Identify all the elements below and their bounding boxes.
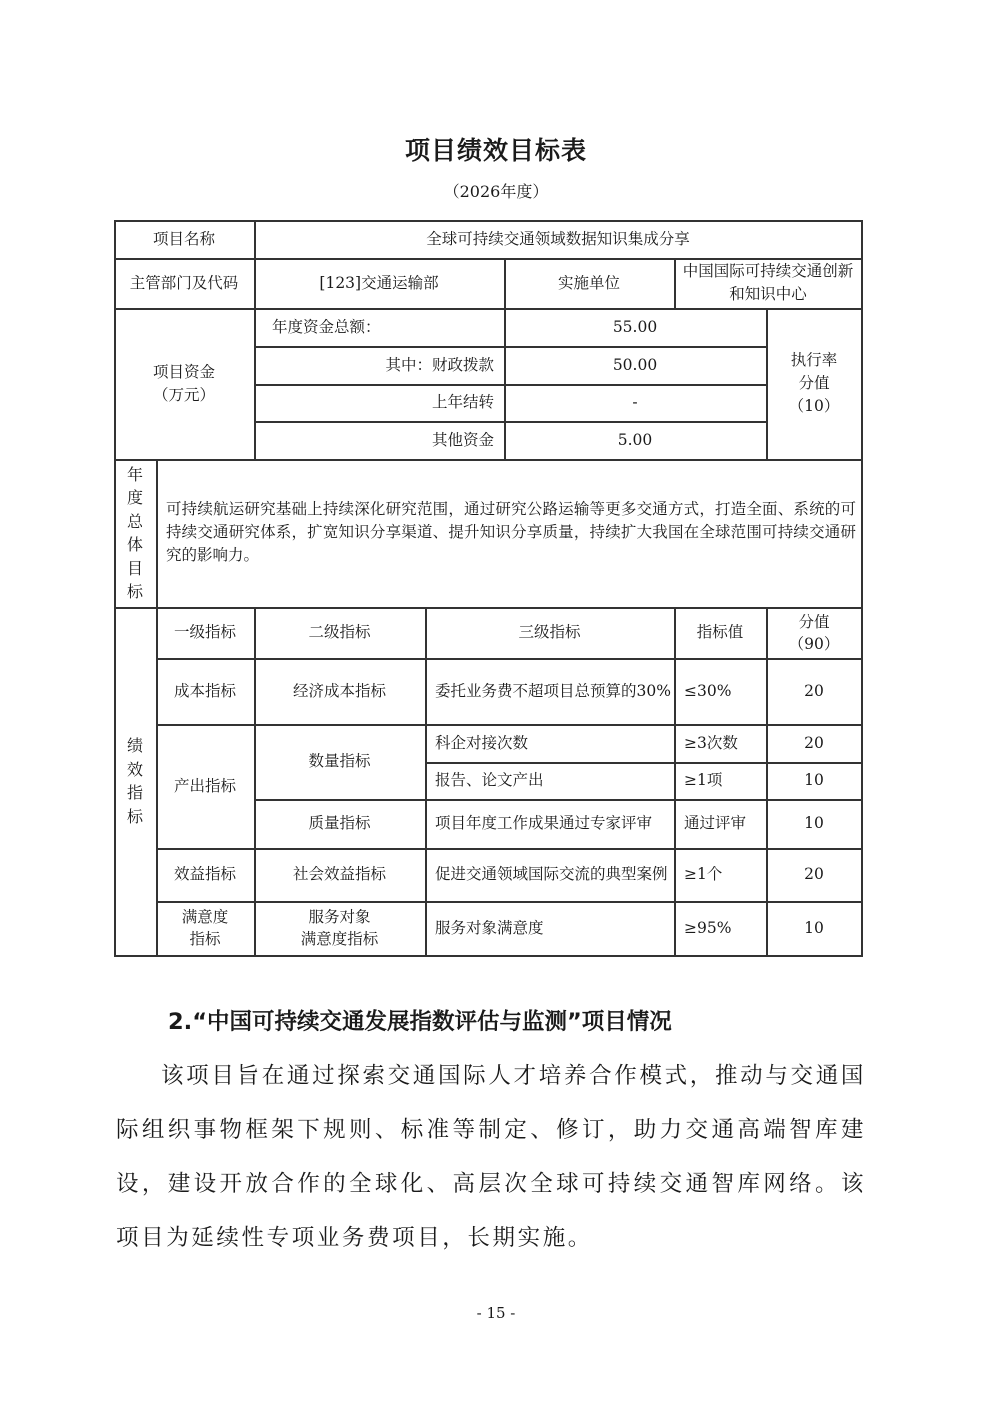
dept-value: [123]交通运输部 [319, 273, 439, 292]
score-cell: 20 [804, 733, 824, 752]
score-cell: 10 [804, 814, 824, 832]
l3-cell: 委托业务费不超项目总预算的30% [435, 681, 671, 700]
value-cell: ≤30% [684, 681, 732, 700]
section-heading: 2.“中国可持续交通发展指数评估与监测”项目情况 [168, 1009, 672, 1035]
l2-cell: 质量指标 [308, 814, 371, 832]
section-paragraph: 该项目旨在通过探索交通国际人才培养合作模式，推动与交通国际组织事物框架下规则、标准等制定、修订，助力交通高端智库建设，建设开放合作的全球化、高层次全球可持续交通智库网络。该项目为延续性专项业务费项目，长期实施。 [116, 1063, 866, 1251]
project-name-value: 全球可持续交通领域数据知识集成分享 [426, 229, 690, 248]
l1-cell: 成本指标 [173, 681, 236, 700]
fund-value-fiscal: 50.00 [612, 355, 658, 374]
funds-label: 项目资金 （万元） [152, 362, 215, 404]
l2-cell: 数量指标 [308, 752, 371, 770]
perf-label: 绩效指标 [126, 736, 143, 826]
fund-label-carryover: 上年结转 [431, 393, 494, 411]
exec-rate-label: 执行率 分值 （10） [788, 351, 840, 415]
header-l2: 二级指标 [308, 623, 371, 641]
page-subtitle: （2026年度） [443, 182, 549, 201]
l3-cell: 促进交通领域国际交流的典型案例 [435, 865, 668, 883]
fund-label-total: 年度资金总额： [272, 317, 381, 336]
page-number: - 15 - [476, 1304, 516, 1322]
l1-cell: 效益指标 [173, 865, 236, 883]
l2-cell: 经济成本指标 [292, 681, 386, 700]
value-cell: ≥1项 [684, 771, 723, 789]
l3-cell: 服务对象满意度 [435, 918, 544, 937]
value-cell: ≥3次数 [684, 733, 738, 752]
l2-cell: 服务对象 满意度指标 [300, 908, 379, 948]
page-title: 项目绩效目标表 [404, 136, 587, 165]
impl-label: 实施单位 [557, 273, 620, 292]
score-cell: 10 [804, 771, 824, 789]
fund-label-other: 其他资金 [431, 430, 494, 449]
l2-cell: 社会效益指标 [292, 865, 386, 883]
fund-value-other: 5.00 [617, 430, 653, 449]
fund-value-total: 55.00 [612, 317, 658, 336]
header-score: 分值 （90） [788, 612, 840, 653]
impl-value: 中国国际可持续交通创新和知识中心 [682, 262, 854, 303]
fund-value-carryover: - [632, 393, 638, 411]
score-cell: 20 [804, 681, 824, 700]
value-cell: ≥1个 [684, 865, 723, 883]
l1-cell: 产出指标 [173, 776, 236, 795]
value-cell: ≥95% [684, 918, 732, 937]
l1-cell: 满意度 指标 [181, 908, 229, 948]
goal-label: 年度总体目标 [126, 464, 143, 601]
l3-cell: 科企对接次数 [435, 733, 529, 752]
header-value: 指标值 [696, 623, 744, 641]
header-l3: 三级指标 [518, 623, 581, 641]
value-cell: 通过评审 [684, 814, 747, 832]
project-name-label: 项目名称 [152, 229, 215, 248]
l3-cell: 项目年度工作成果通过专家评审 [435, 814, 653, 832]
goal-text: 可持续航运研究基础上持续深化研究范围，通过研究公路运输等更多交通方式，打造全面、系统的可持续交通研究体系，扩宽知识分享渠道、提升知识分享质量，持续扩大我国在全球范围可持续交通研究的影响力。 [166, 500, 856, 564]
header-l1: 一级指标 [173, 623, 236, 641]
score-cell: 10 [804, 918, 824, 937]
dept-label: 主管部门及代码 [129, 273, 239, 292]
score-cell: 20 [804, 865, 824, 883]
l3-cell: 报告、论文产出 [435, 771, 544, 789]
fund-label-fiscal: 其中：财政拨款 [385, 355, 494, 374]
